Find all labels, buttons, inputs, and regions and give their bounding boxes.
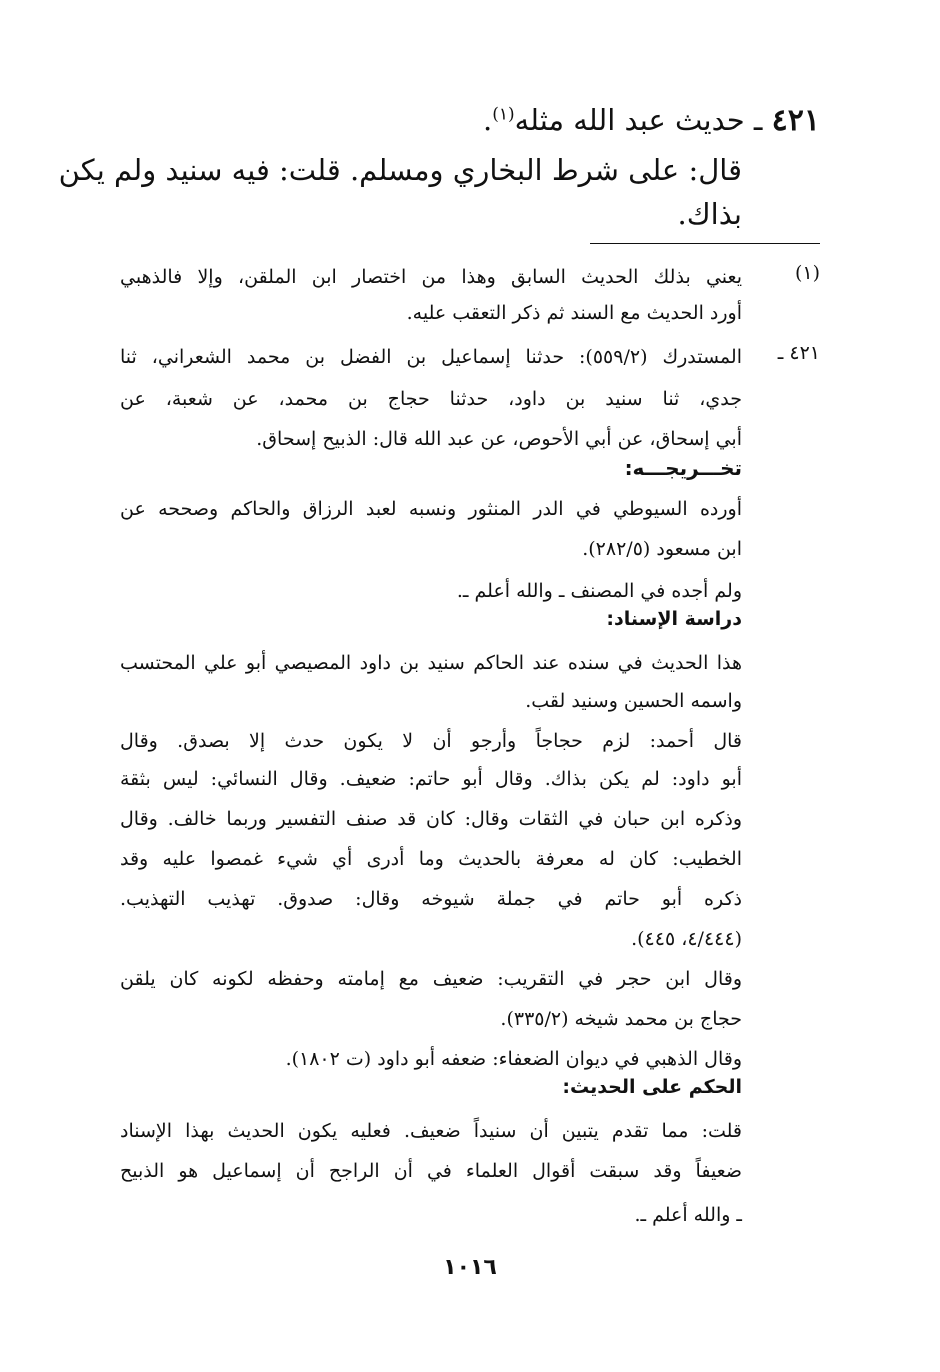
page-number: ١٠١٦ [443, 1255, 497, 1280]
footnote-ref: (١) [492, 104, 515, 125]
isnad-line-1: المستدرك (٥٥٩/٢): حدثنا إسماعيل بن الفضل بن محمد الشعراني، ثنا [120, 346, 742, 368]
hadith-title-line [120, 100, 820, 141]
footnote-1-line-2: أورد الحديث مع السند ثم ذكر التعقب عليه. [406, 302, 742, 324]
dirasa-line-4: أبو داود: لم يكن بذاك. وقال أبو حاتم: ضعيف. وقال النسائي: ليس بثقة [120, 768, 742, 790]
entry-number: ٤٢١ ـ [777, 342, 820, 364]
hukm-line-1: قلت: مما تقدم يتبين أن سنيداً ضعيف. فعليه يكون الحديث بهذا الإسناد [120, 1120, 742, 1142]
dirasa-line-2: واسمه الحسين وسنيد لقب. [525, 690, 742, 712]
hukm-line-3: ـ والله أعلم ـ. [634, 1204, 742, 1226]
takhrij-line-3: ولم أجده في المصنف ـ والله أعلم ـ. [456, 580, 742, 602]
dirasa-line-10: حجاج بن محمد شيخه (٣٣٥/٢). [500, 1008, 742, 1030]
title-end-mark: . [482, 103, 493, 137]
dirasa-heading: دراسة الإسناد: [606, 608, 742, 630]
footnote-1-number: (١) [794, 262, 820, 284]
dirasa-line-8: (٤/٤٤٤، ٤٤٥). [631, 928, 742, 950]
hadith-number: ٤٢١ [771, 103, 820, 138]
comment-line-1: قال: على شرط البخاري ومسلم. قلت: فيه سنيد ولم يكن [58, 153, 742, 187]
footnote-separator [590, 243, 820, 244]
comment-line-2: بذاك. [677, 197, 742, 231]
dirasa-line-3: قال أحمد: لزم حجاجاً وأرجو أن لا يكون حدث إلا بصدق. وقال [120, 730, 742, 752]
takhrij-line-1: أورده السيوطي في الدر المنثور ونسبه لعبد الرزاق والحاكم وصححه عن [120, 498, 742, 520]
hadith-title: ـ حديث عبد الله مثله [514, 103, 763, 137]
hukm-line-2: ضعيفاً وقد سبقت أقوال العلماء في أن الراجح أن إسماعيل هو الذبيح [120, 1160, 742, 1182]
dirasa-line-5: وذكره ابن حبان في الثقات وقال: كان قد صنف التفسير وربما خالف. وقال [120, 808, 742, 830]
dirasa-line-7: ذكره أبو حاتم في جملة شيوخه وقال: صدوق. تهذيب التهذيب. [120, 888, 742, 910]
dirasa-line-6: الخطيب: كان له معرفة بالحديث وما أدرى أي شيء غمصوا عليه وقد [120, 848, 742, 870]
hukm-heading: الحكم على الحديث: [562, 1076, 742, 1098]
footnote-1-line-1: يعني بذلك الحديث السابق وهذا من اختصار ابن الملقن، وإلا فالذهبي [120, 266, 742, 288]
isnad-line-3: أبي إسحاق، عن أبي الأحوص، عن عبد الله قال: الذبيح إسحاق. [256, 428, 742, 450]
takhrij-line-2: ابن مسعود (٢٨٢/٥). [582, 538, 742, 560]
isnad-line-2: جدي، ثنا سنيد بن داود، حدثنا حجاج بن محمد، عن شعبة، عن [120, 388, 742, 410]
dirasa-line-11: وقال الذهبي في ديوان الضعفاء: ضعفه أبو داود (ت ١٨٠٢). [285, 1048, 742, 1070]
takhrij-heading: تخـــريجـــه: [624, 456, 742, 480]
dirasa-line-9: وقال ابن حجر في التقريب: ضعيف مع إمامته وحفظه لكونه كان يلقن [120, 968, 742, 990]
dirasa-line-1: هذا الحديث في سنده عند الحاكم سنيد بن داود المصيصي أبو علي المحتسب [120, 652, 742, 674]
